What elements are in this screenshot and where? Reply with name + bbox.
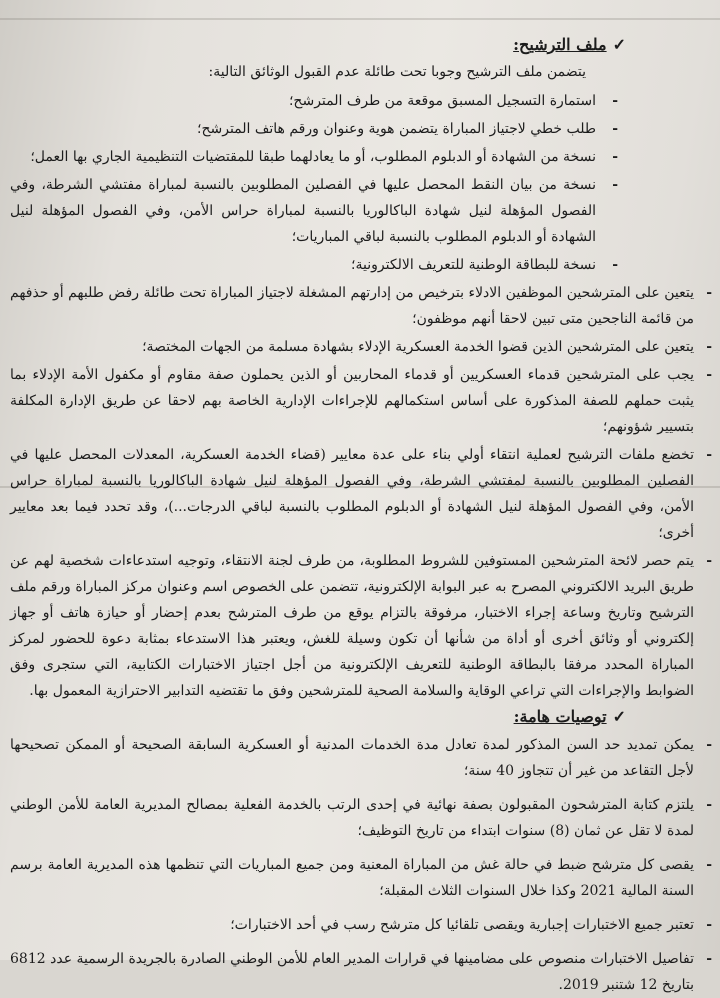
list-item: - نسخة من بيان النقط المحصل عليها في الفصلين المطلوبين بالنسبة لمباراة مفتشي الشرطة، وفي الفصول المؤهلة لنيل شهادة الباكالوريا بالنسبة لمباراة حراس الأمن، وفي الفصول المؤهلة لنيل الشهادة أو الدبلوم المطلوب بالنسبة لباقي المباريات؛ bbox=[10, 177, 618, 245]
list-item: - يتعين على المترشحين الذين قضوا الخدمة العسكرية الإدلاء بشهادة مسلمة من الجهات المختصة؛ bbox=[142, 339, 712, 355]
list-item-text: نسخة من بيان النقط المحصل عليها في الفصلين المطلوبين بالنسبة لمباراة مفتشي الشرطة، وفي الفصول المؤهلة لنيل شهادة الباكالوريا بالنسبة لمباراة حراس الأمن، وفي الفصول المؤهلة لنيل الشهادة أو الدبلوم المطلوب بالنسبة لباقي المباريات؛ bbox=[10, 177, 596, 245]
list-item-text: تعتبر جميع الاختبارات إجبارية ويقصى تلقائيا كل مترشح رسب في أحد الاختبارات؛ bbox=[230, 917, 694, 933]
list-item: - تفاصيل الاختبارات منصوص على مضامينها في قرارات المدير العام للأمن الوطني الصادرة بالجريدة الرسمية عدد 6812 بتاريخ 12 شتنبر 2019. bbox=[10, 951, 712, 993]
list-item: - يمكن تمديد حد السن المذكور لمدة تعادل مدة الخدمات المدنية أو العسكرية السابقة الصحيحة أو الممكن تصحيحها لأجل التقاعد من غير أن تتجاوز 40 سنة؛ bbox=[10, 737, 712, 779]
list-item: - طلب خطي لاجتياز المباراة يتضمن هوية وعنوان ورقم هاتف المترشح؛ bbox=[197, 121, 618, 137]
section-title: ملف الترشيح: bbox=[513, 35, 607, 54]
section-heading-important-recommendations bbox=[6, 706, 714, 728]
list-item-text: يتعين على المترشحين الذين قضوا الخدمة العسكرية الإدلاء بشهادة مسلمة من الجهات المختصة؛ bbox=[142, 339, 694, 355]
list-item-text: يقصى كل مترشح ضبط في حالة غش من المباراة المعنية ومن جميع المباريات التي تنظمها هذه المديرية العامة برسم السنة المالية 2021 وكذا خلال السنوات الثلاث المقبلة؛ bbox=[10, 857, 694, 899]
list-item-text: تخضع ملفات الترشيح لعملية انتقاء أولي بناء على عدة معايير (قضاء الخدمة العسكرية، المعدلات المحصل عليها في الفصلين المطلوبين بالنسبة لمفتشي الشرطة، وفي الفصول المؤهلة لنيل شهادة الباكالوريا بالنسبة لمباراة حراس الأمن، وفي الفصول المؤهلة لنيل الشهادة أو الدبلوم المطلوب بالنسبة لباقي الدرجات...)، وقد تحدد فيما بعد معايير أخرى؛ bbox=[10, 447, 694, 541]
list-item: - استمارة التسجيل المسبق موقعة من طرف المترشح؛ bbox=[288, 93, 618, 109]
section-title: توصيات هامة: bbox=[513, 707, 607, 726]
list-item: - يتعين على المترشحين الموظفين الادلاء بترخيص من إدارتهم المشغلة لاجتياز المباراة تحت طائلة رفض طلبهم أو حذفهم من قائمة الناجحين متى تبين لاحقا أنهم موظفون؛ bbox=[10, 285, 712, 327]
list-item: - نسخة من الشهادة أو الدبلوم المطلوب، أو ما يعادلهما طبقا للمقتضيات التنظيمية الجاري بها العمل؛ bbox=[30, 149, 618, 165]
list-item: - يلتزم كتابة المترشحون المقبولون بصفة نهائية في إحدى الرتب بالخدمة الفعلية بمصالح المديرية العامة للأمن الوطني لمدة لا تقل عن ثمان (8) سنوات ابتداء من تاريخ التوظيف؛ bbox=[10, 797, 712, 839]
list-item-text: يتعين على المترشحين الموظفين الادلاء بترخيص من إدارتهم المشغلة لاجتياز المباراة تحت طائلة رفض طلبهم أو حذفهم من قائمة الناجحين متى تبين لاحقا أنهم موظفون؛ bbox=[10, 285, 694, 327]
list-item-text: يلتزم كتابة المترشحون المقبولون بصفة نهائية في إحدى الرتب بالخدمة الفعلية بمصالح المديرية العامة للأمن الوطني لمدة لا تقل عن ثمان (8) سنوات ابتداء من تاريخ التوظيف؛ bbox=[10, 797, 694, 839]
list-item-text: نسخة للبطاقة الوطنية للتعريف الالكترونية؛ bbox=[351, 257, 596, 273]
checkmark-icon: ✓ bbox=[612, 35, 626, 54]
paper-crease bbox=[0, 18, 720, 20]
list-item-text: طلب خطي لاجتياز المباراة يتضمن هوية وعنوان ورقم هاتف المترشح؛ bbox=[197, 121, 596, 137]
list-item: - تخضع ملفات الترشيح لعملية انتقاء أولي بناء على عدة معايير (قضاء الخدمة العسكرية، المعدلات المحصل عليها في الفصلين المطلوبين بالنسبة لمفتشي الشرطة، وفي الفصول المؤهلة لنيل شهادة الباكالوريا بالنسبة لمباراة حراس الأمن، وفي الفصول المؤهلة لنيل الشهادة أو الدبلوم المطلوب بالنسبة لباقي الدرجات...)، وقد تحدد فيما بعد معايير أخرى؛ bbox=[10, 447, 712, 541]
list-item-text: تفاصيل الاختبارات منصوص على مضامينها في قرارات المدير العام للأمن الوطني الصادرة بالجريدة الرسمية عدد 6812 بتاريخ 12 شتنبر 2019. bbox=[10, 951, 694, 993]
required-documents-list bbox=[6, 88, 714, 704]
list-item-text: استمارة التسجيل المسبق موقعة من طرف المترشح؛ bbox=[288, 93, 596, 109]
list-item: - يتم حصر لائحة المترشحين المستوفين للشروط المطلوبة، من طرف لجنة الانتقاء، وتوجيه استدعاءات شخصية لهم عن طريق البريد الالكتروني المصرح به عبر البوابة الإلكترونية، تتضمن على الخصوص اسم وعنوان مركز المباراة ورقم ملف الترشيح وتاريخ وساعة إجراء الاختبار، مرفوقة بالتزام يوقع من طرف المترشح بعدم إحضار أو حيازة هاتف أو جهاز إلكتروني أو وثائق أخرى أو أداة من شأنها أن تكون وسيلة للغش، ويعتبر هذا الاستدعاء بمثابة دعوة للحضور لمركز المباراة المحدد مرفقا بالبطاقة الوطنية للتعريف الإلكترونية من أجل اجتياز الاختبارات الكتابية، التي ستجرى وفق الضوابط والإجراءات التي تراعي الوقاية والسلامة الصحية للمترشحين وفق ما تقتضيه التدابير الاحترازية المعمول بها. bbox=[10, 553, 712, 699]
list-item: - تعتبر جميع الاختبارات إجبارية ويقصى تلقائيا كل مترشح رسب في أحد الاختبارات؛ bbox=[230, 917, 712, 933]
document-body bbox=[6, 34, 714, 993]
section-intro: يتضمن ملف الترشيح وجوبا تحت طائلة عدم القبول الوثائق التالية: bbox=[208, 64, 586, 80]
list-item: - يقصى كل مترشح ضبط في حالة غش من المباراة المعنية ومن جميع المباريات التي تنظمها هذه المديرية العامة برسم السنة المالية 2021 وكذا خلال السنوات الثلاث المقبلة؛ bbox=[10, 857, 712, 899]
section-heading-application-file bbox=[6, 34, 714, 56]
list-item-text: يمكن تمديد حد السن المذكور لمدة تعادل مدة الخدمات المدنية أو العسكرية السابقة الصحيحة أو الممكن تصحيحها لأجل التقاعد من غير أن تتجاوز 40 سنة؛ bbox=[10, 737, 694, 779]
list-item: - يجب على المترشحين قدماء العسكريين أو قدماء المحاربين أو الذين يحملون صفة مقاوم أو مكفول الأمة الإدلاء بما يثبت حملهم للصفة المذكورة على أساس استكمالهم للإجراءات الإدارية الخاصة بهم لاحقا عن طريق الإدارة المكلفة بتسيير شؤونهم؛ bbox=[10, 367, 712, 435]
list-item-text: نسخة من الشهادة أو الدبلوم المطلوب، أو ما يعادلهما طبقا للمقتضيات التنظيمية الجاري بها العمل؛ bbox=[30, 149, 596, 165]
checkmark-icon: ✓ bbox=[612, 707, 626, 726]
recommendations-list bbox=[6, 732, 714, 998]
list-item-text: يتم حصر لائحة المترشحين المستوفين للشروط المطلوبة، من طرف لجنة الانتقاء، وتوجيه استدعاءات شخصية لهم عن طريق البريد الالكتروني المصرح به عبر البوابة الإلكترونية، تتضمن على الخصوص اسم وعنوان مركز المباراة ورقم ملف الترشيح وتاريخ وساعة إجراء الاختبار، مرفوقة بالتزام يوقع من طرف المترشح بعدم إحضار أو حيازة هاتف أو جهاز إلكتروني أو وثائق أخرى أو أداة من شأنها أن تكون وسيلة للغش، ويعتبر هذا الاستدعاء بمثابة دعوة للحضور لمركز المباراة المحدد مرفقا بالبطاقة الوطنية للتعريف الإلكترونية من أجل اجتياز الاختبارات الكتابية، التي ستجرى وفق الضوابط والإجراءات التي تراعي الوقاية والسلامة الصحية للمترشحين وفق ما تقتضيه التدابير الاحترازية المعمول بها. bbox=[10, 553, 694, 699]
list-item-text: يجب على المترشحين قدماء العسكريين أو قدماء المحاربين أو الذين يحملون صفة مقاوم أو مكفول الأمة الإدلاء بما يثبت حملهم للصفة المذكورة على أساس استكمالهم للإجراءات الإدارية الخاصة بهم لاحقا عن طريق الإدارة المكلفة بتسيير شؤونهم؛ bbox=[10, 367, 694, 435]
list-item: - نسخة للبطاقة الوطنية للتعريف الالكترونية؛ bbox=[351, 257, 618, 273]
